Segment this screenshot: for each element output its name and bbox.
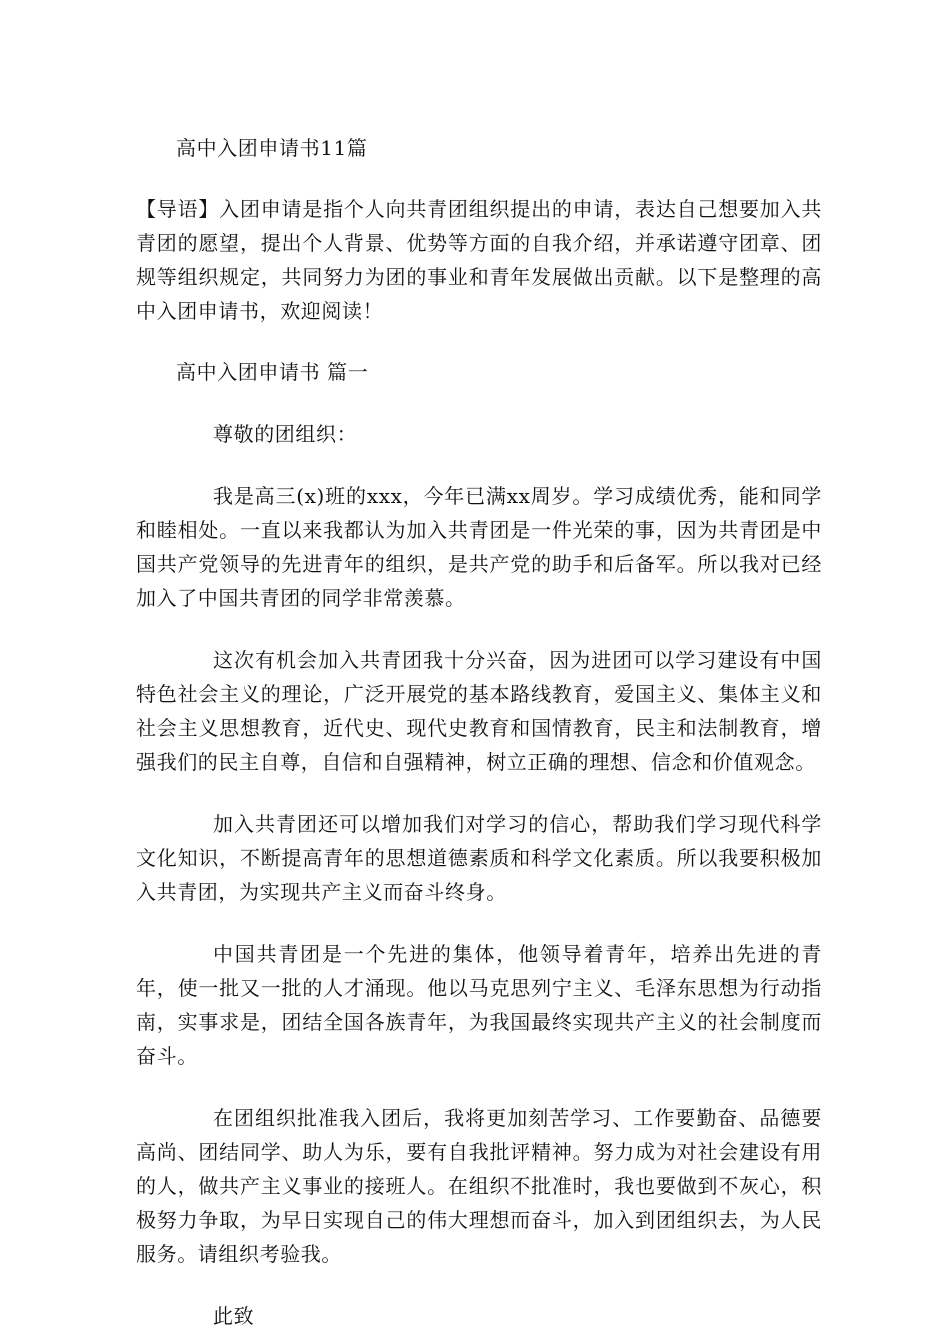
body-paragraph-3: 加入共青团还可以增加我们对学习的信心，帮助我们学习现代科学文化知识，不断提高青年的思想道德素质和科学文化素质。所以我要积极加入共青团，为实现共产主义而奋斗终身。 [136,812,822,904]
body-paragraph-2: 这次有机会加入共青团我十分兴奋，因为进团可以学习建设有中国特色社会主义的理论，广泛开展党的基本路线教育，爱国主义、集体主义和社会主义思想教育，近代史、现代史教育和国情教育，民主和法制教育，增强我们的民主自尊，自信和自强精神，树立正确的理想、信念和价值观念。 [136,648,822,774]
document-body [136,131,822,1333]
section-heading: 高中入团申请书 篇一 [176,360,369,384]
closing: 此致 [213,1304,255,1328]
body-paragraph-4: 中国共青团是一个先进的集体，他领导着青年，培养出先进的青年，使一批又一批的人才涌现。他以马克思列宁主义、毛泽东思想为行动指南，实事求是，团结全国各族青年，为我国最终实现共产主义的社会制度而奋斗。 [136,942,822,1068]
document-title: 高中入团申请书11篇 [176,136,368,160]
body-paragraph-5: 在团组织批准我入团后，我将更加刻苦学习、工作要勤奋、品德要高尚、团结同学、助人为乐，要有自我批评精神。努力成为对社会建设有用的人，做共产主义事业的接班人。在组织不批准时，我也要做到不灰心，积极努力争取，为早日实现自己的伟大理想而奋斗，加入到团组织去，为人民服务。请组织考验我。 [136,1106,822,1266]
body-paragraph-1: 我是高三(x)班的xxx，今年已满xx周岁。学习成绩优秀，能和同学和睦相处。一直以来我都认为加入共青团是一件光荣的事，因为共青团是中国共产党领导的先进青年的组织，是共产党的助手和后备军。所以我对已经加入了中国共青团的同学非常羡慕。 [136,484,822,610]
intro-paragraph: 【导语】入团申请是指个人向共青团组织提出的申请，表达自己想要加入共青团的愿望，提出个人背景、优势等方面的自我介绍，并承诺遵守团章、团规等组织规定，共同努力为团的事业和青年发展做出贡献。以下是整理的高中入团申请书，欢迎阅读！ [136,197,822,323]
salutation: 尊敬的团组织： [213,422,358,446]
